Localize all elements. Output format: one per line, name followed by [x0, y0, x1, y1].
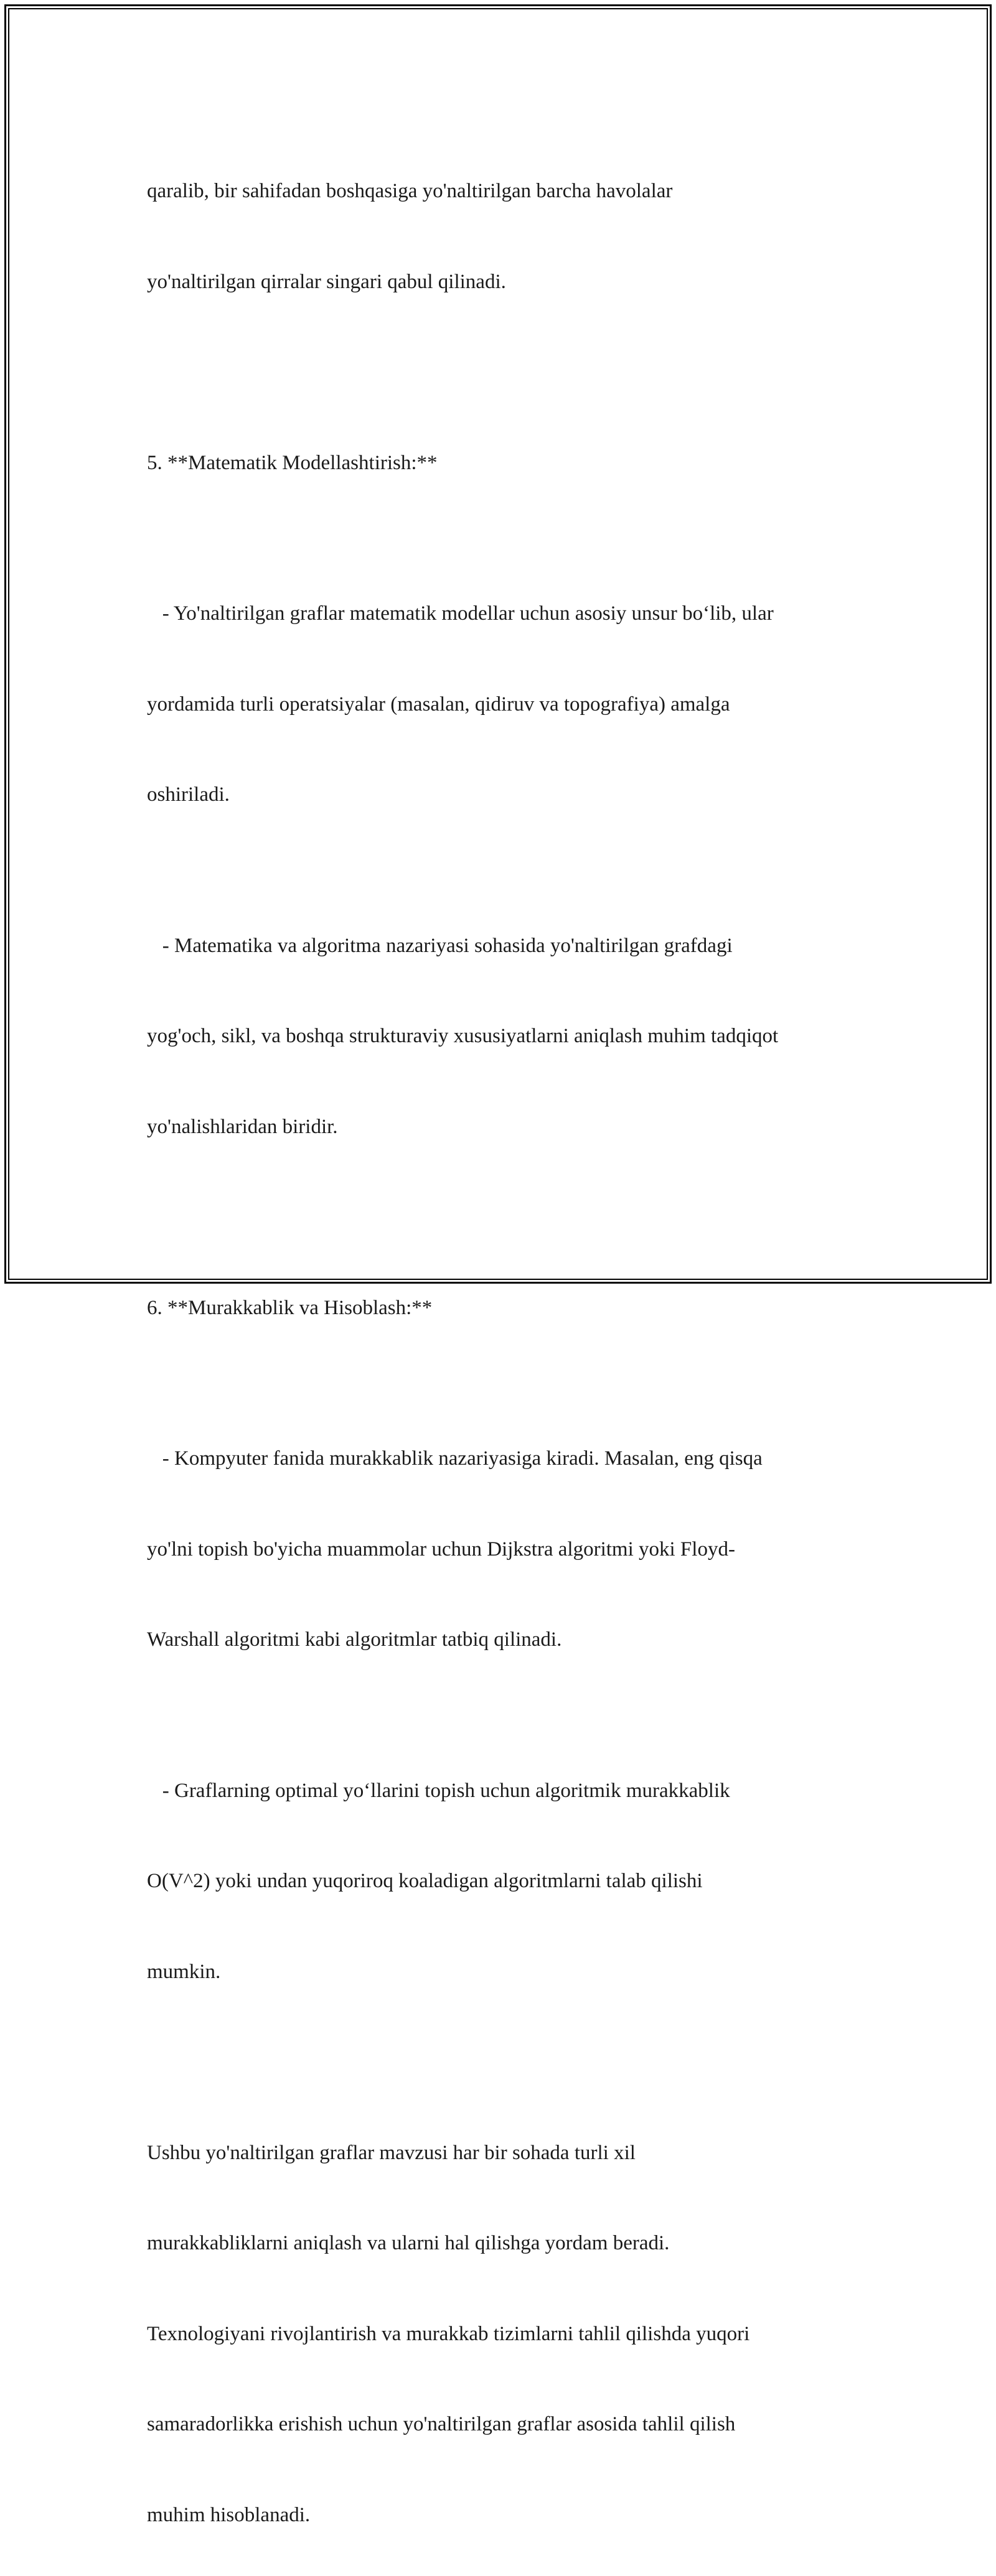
text-line: - Kompyuter fanida murakkablik nazariyasiga kiradi. Masalan, eng qisqa [147, 1444, 863, 1474]
text-line: qaralib, bir sahifadan boshqasiga yo'naltirilgan barcha havolalar [147, 176, 863, 207]
blank-line [147, 1202, 863, 1233]
text-line: oshiriladi. [147, 780, 863, 810]
bullet-5a [147, 538, 863, 870]
text-line: yog'och, sikl, va boshqa strukturaviy xususiyatlarni aniqlash muhim tadqiqot [147, 1021, 863, 1052]
text-line: yo'lni topish bo'yicha muammolar uchun Dijkstra algoritmi yoki Floyd- [147, 1534, 863, 1565]
blank-line [147, 357, 863, 388]
text-line: yo'nalishlaridan biridir. [147, 1112, 863, 1142]
text-line: yo'naltirilgan qirralar singari qabul qilinadi. [147, 267, 863, 297]
text-line: Warshall algoritmi kabi algoritmlar tatbiq qilinadi. [147, 1625, 863, 1655]
text-line: mumkin. [147, 1957, 863, 1987]
bullet-6b [147, 1715, 863, 2048]
text-line: - Yo'naltirilgan graflar matematik modellar uchun asosiy unsur bo‘lib, ular [147, 599, 863, 629]
text-line: samaradorlikka erishish uchun yo'naltirilgan graflar asosida tahlil qilish [147, 2409, 863, 2440]
text-line: - Matematika va algoritma nazariyasi sohasida yo'naltirilgan grafdagi [147, 931, 863, 961]
text-line: 5. **Matematik Modellashtirish:** [147, 448, 863, 478]
document-body [147, 116, 863, 2576]
text-line: - Graflarning optimal yo‘llarini topish uchun algoritmik murakkablik [147, 1776, 863, 1806]
text-line: Ushbu yo'naltirilgan graflar mavzusi har bir sohada turli xil [147, 2138, 863, 2168]
text-line: muhim hisoblanadi. [147, 2500, 863, 2531]
text-line: yordamida turli operatsiyalar (masalan, qidiruv va topografiya) amalga [147, 689, 863, 720]
text-line: Texnologiyani rivojlantirish va murakkab tizimlarni tahlil qilishda yuqori [147, 2319, 863, 2350]
blank-line [147, 2047, 863, 2078]
paragraph-conclusion [147, 2078, 863, 2576]
text-line: 6. **Murakkablik va Hisoblash:** [147, 1293, 863, 1323]
bullet-5b [147, 870, 863, 1203]
text-line: murakkabliklarni aniqlash va ularni hal qilishga yordam beradi. [147, 2228, 863, 2259]
bullet-6a [147, 1383, 863, 1715]
section-heading-5 [147, 388, 863, 539]
text-line: O(V^2) yoki undan yuqoriroq koaladigan algoritmlarni talab qilishi [147, 1866, 863, 1897]
section-heading-6 [147, 1233, 863, 1384]
paragraph-intro-continuation [147, 116, 863, 357]
